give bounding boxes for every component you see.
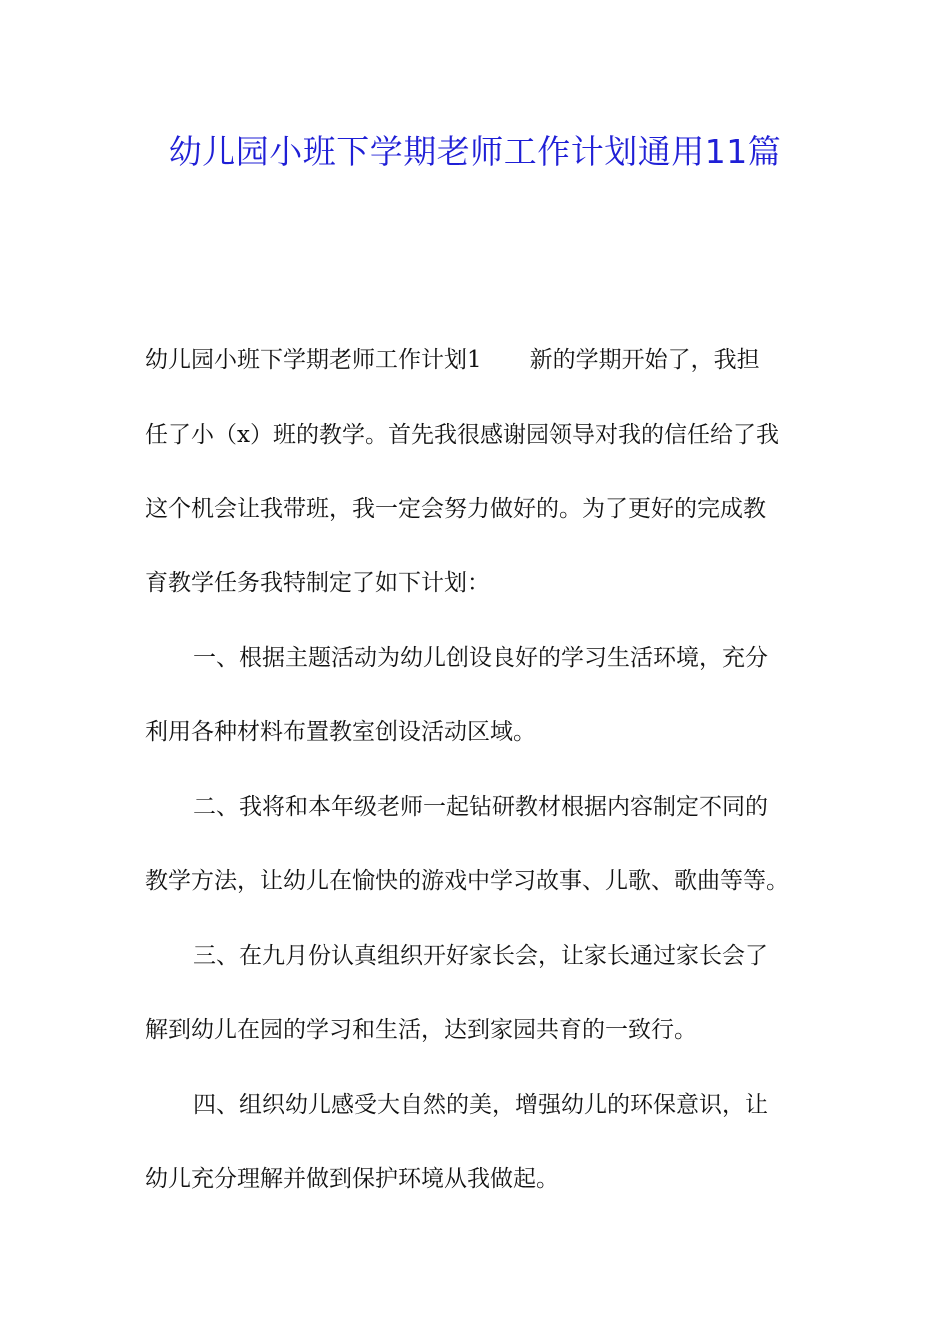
text-line-5: 一、根据主题活动为幼儿创设良好的学习生活环境，充分 <box>193 645 768 671</box>
document-title: 幼儿园小班下学期老师工作计划通用11篇 <box>168 132 782 171</box>
text-line-6: 利用各种材料布置教室创设活动区域。 <box>145 719 536 745</box>
text-line-12: 幼儿充分理解并做到保护环境从我做起。 <box>145 1166 559 1192</box>
text-line-1 <box>145 345 810 375</box>
text-line-9: 三、在九月份认真组织开好家长会，让家长通过家长会了 <box>193 943 768 969</box>
text-line-4: 育教学任务我特制定了如下计划： <box>145 570 490 596</box>
text-line-7: 二、我将和本年级老师一起钻研教材根据内容制定不同的 <box>193 794 768 820</box>
text-line-2: 任了小（x）班的教学。首先我很感谢园领导对我的信任给了我 <box>145 422 779 448</box>
text-line-3: 这个机会让我带班，我一定会努力做好的。为了更好的完成教 <box>145 496 766 522</box>
text-line-8: 教学方法，让幼儿在愉快的游戏中学习故事、儿歌、歌曲等等。 <box>145 868 789 894</box>
text-line-10: 解到幼儿在园的学习和生活，达到家园共育的一致行。 <box>145 1017 697 1043</box>
text-line-11: 四、组织幼儿感受大自然的美，增强幼儿的环保意识，让 <box>193 1092 768 1118</box>
plan-intro: 新的学期开始了，我担 <box>529 347 760 373</box>
plan-heading: 幼儿园小班下学期老师工作计划1 <box>145 347 482 373</box>
